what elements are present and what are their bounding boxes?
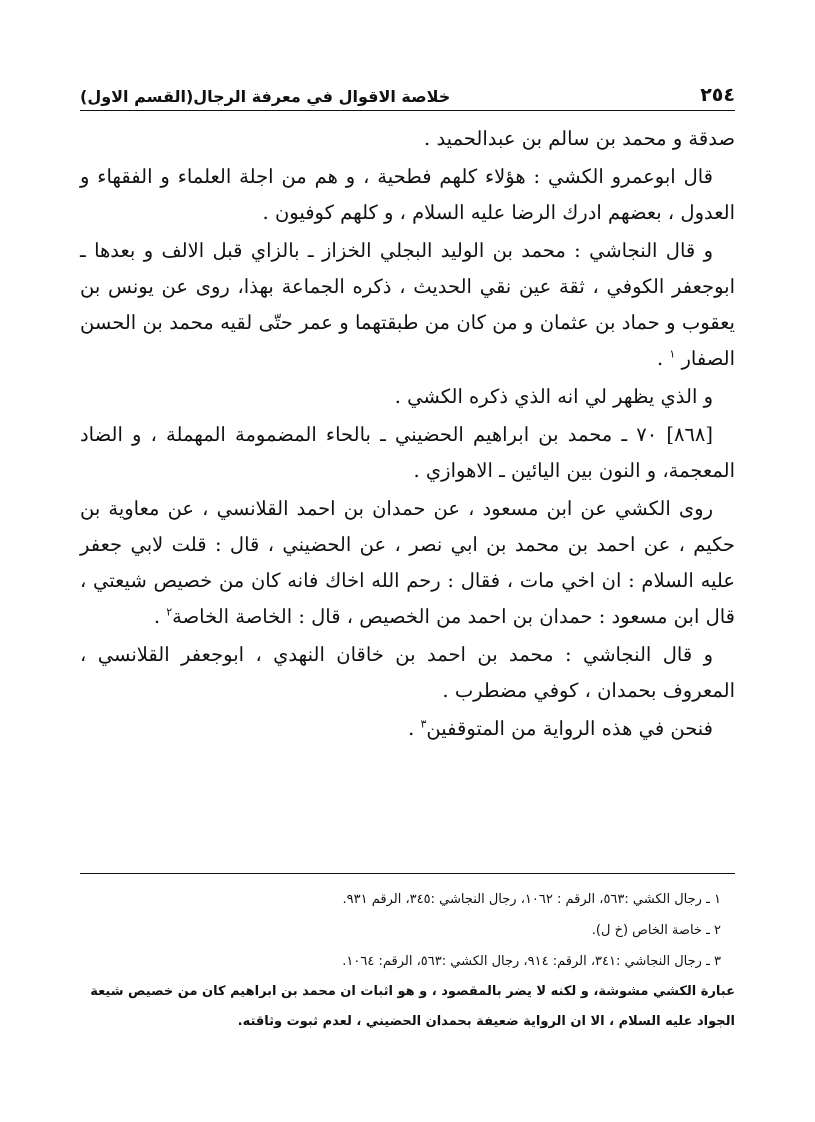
- footnote-divider: [80, 873, 735, 874]
- footnote-1: ١ ـ رجال الكشي :٥٦٣، الرقم : ١٠٦٢، رجال النجاشي :٣٤٥، الرقم ٩٣١.: [342, 892, 721, 907]
- paragraph-7: و قال النجاشي : محمد بن احمد بن خاقان النهدي ، ابوجعفر القلانسي ، المعروف بحمدان ، كوفي مضطرب .: [80, 643, 735, 702]
- paragraph-3-period: .: [656, 347, 664, 370]
- footnote-2: ٢ ـ خاصة الخاص (خ ل).: [591, 923, 721, 938]
- paragraph-1: صدقة و محمد بن سالم بن عبدالحميد .: [424, 127, 735, 150]
- paragraph-4: و الذي يظهر لي انه الذي ذكره الكشي .: [394, 385, 713, 408]
- paragraph-5-entry-868: [٨٦٨] ٧٠ ـ محمد بن ابراهيم الحضيني ـ بالحاء المضمومة المهملة ، و الضاد المعجمة، و النون بين اليائين ـ الاهوازي .: [80, 423, 735, 482]
- page-number: ٢٥٤: [700, 84, 735, 106]
- footnote-ref-3[interactable]: ٣: [420, 717, 427, 731]
- paragraph-6: [80, 491, 735, 635]
- book-title: خلاصة الاقوال في معرفة الرجال(القسم الاول): [80, 87, 451, 106]
- paragraph-8-text: فنحن في هذه الرواية من المتوقفين: [426, 717, 713, 740]
- paragraph-8-period: .: [408, 717, 415, 740]
- page: [80, 70, 735, 749]
- footnote-ref-2[interactable]: ٢: [166, 605, 173, 619]
- paragraph-6-text: روى الكشي عن ابن مسعود ، عن حمدان بن احمد القلانسي ، عن معاوية بن حكيم ، عن احمد بن محمد بن ابي نصر ، عن الحضيني ، قال : قلت لابي جعفر عليه السلام : ان اخي مات ، فقال : رحم الله اخاك فانه كان من خصيص شيعتي ، قال ابن مسعود : حمدان بن احمد من الخصيص ، قال : الخاصة الخاصة: [80, 497, 735, 628]
- main-text: [80, 121, 735, 747]
- footnote-ref-1[interactable]: ١: [669, 347, 676, 361]
- footnote-3: ٣ ـ رجال النجاشي :٣٤١، الرقم: ٩١٤، رجال الكشي :٥٦٣، الرقم: ١٠٦٤.: [342, 954, 721, 969]
- paragraph-8: [80, 711, 735, 747]
- footnote-3-note: عبارة الكشي مشوشة، و لكنه لا يضر بالمقصود ، و هو اثبات ان محمد بن ابراهيم كان من خصيص شيعة الجواد عليه السلام ، الا ان الرواية ضعيفة بحمدان الحضيني ، لعدم ثبوت وثاقته.: [90, 984, 735, 1029]
- paragraph-3: [80, 233, 735, 377]
- paragraph-2: قال ابوعمرو الكشي : هؤلاء كلهم فطحية ، و هم من اجلة العلماء و الفقهاء و العدول ، بعضهم ادرك الرضا عليه السلام ، و كلهم كوفيون .: [80, 165, 735, 224]
- paragraph-6-period: .: [153, 605, 161, 628]
- paragraph-3-text: و قال النجاشي : محمد بن الوليد البجلي الخزاز ـ بالزاي قبل الالف و بعدها ـ ابوجعفر الكوفي ، ثقة عين نقي الحديث ، ذكره الجماعة بهذا، روى عن يونس بن يعقوب و حماد بن عثمان و من كان من طبقتهما و عمر حتّى لقيه محمد بن الحسن الصفار: [80, 239, 735, 370]
- running-header: [80, 70, 735, 111]
- footnotes: [80, 884, 735, 1037]
